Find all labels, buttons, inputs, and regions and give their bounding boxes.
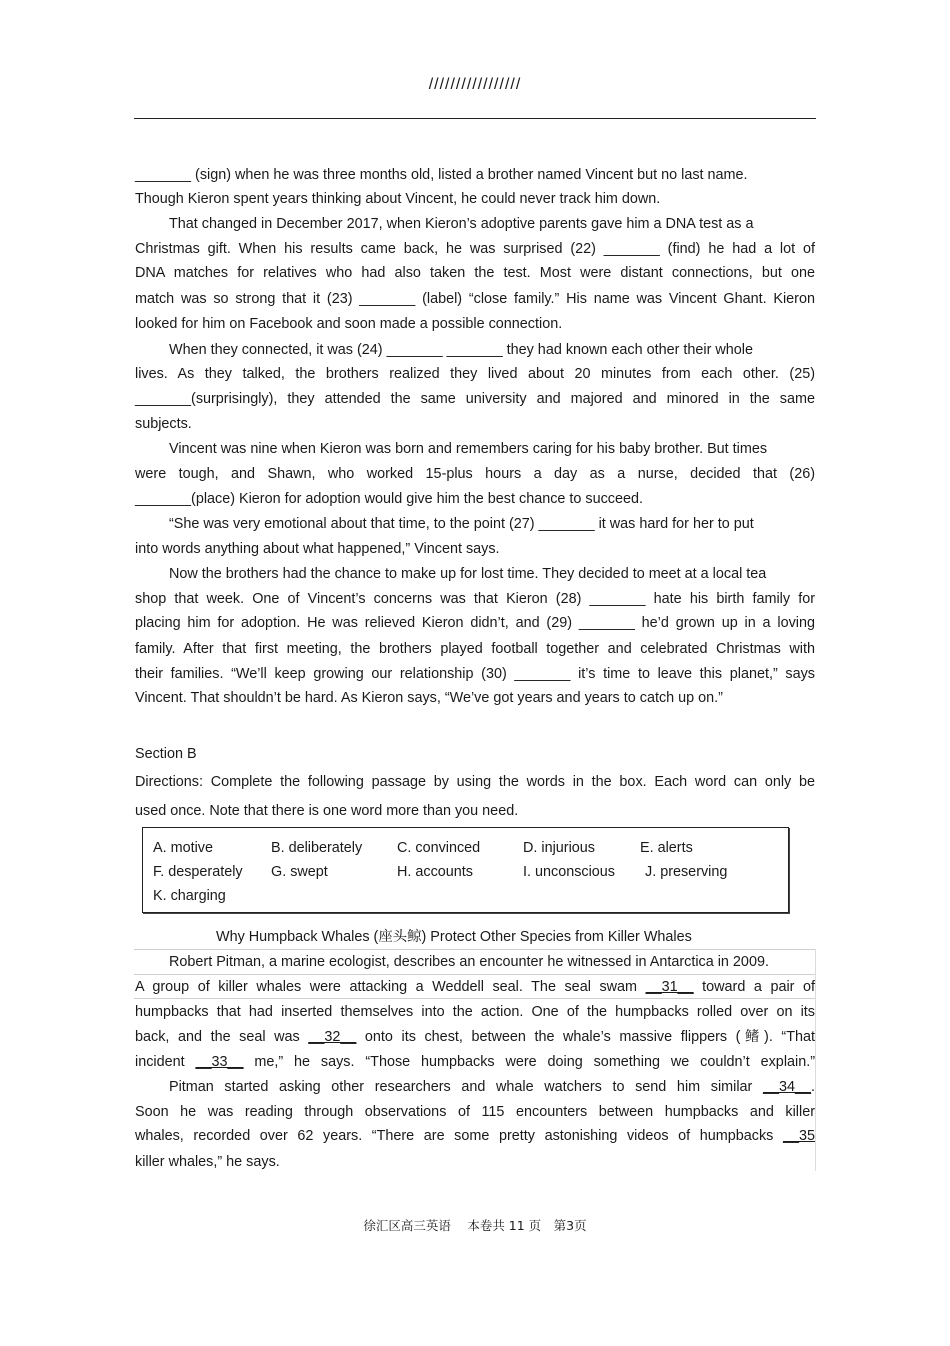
word-option: B. deliberately bbox=[271, 840, 363, 856]
passage-line: match was so strong that it (23) _______ (label) “close family.” His name was Vincent Ghant. Kieron bbox=[135, 291, 815, 307]
passage-line bbox=[135, 1003, 815, 1021]
passage-line: subjects. bbox=[135, 416, 192, 432]
divider bbox=[134, 998, 816, 999]
answer-blank[interactable]: __32__ bbox=[308, 1029, 357, 1045]
passage-line: _______(surprisingly), they attended the same university and majored and minored in the same bbox=[135, 391, 815, 407]
passage-line bbox=[135, 953, 815, 971]
passage-title: Why Humpback Whales (座头鲸) Protect Other Species from Killer Whales bbox=[216, 929, 692, 945]
line-text: killer whales,” he says. bbox=[135, 1154, 280, 1170]
passage-line: _______(place) Kieron for adoption would give him the best chance to succeed. bbox=[135, 491, 643, 507]
passage-line: “She was very emotional about that time, to the point (27) _______ it was hard for her to put bbox=[169, 516, 754, 532]
answer-blank[interactable]: __34__ bbox=[762, 1079, 811, 1095]
line-text: toward a pair of bbox=[693, 979, 816, 995]
line-text: whales, recorded over 62 years. “There are some pretty astonishing videos of humpbacks bbox=[135, 1128, 783, 1144]
header-rule bbox=[134, 118, 816, 119]
divider bbox=[134, 949, 816, 950]
passage-line: family. After that first meeting, the brothers played football together and celebrated Christmas with bbox=[135, 641, 815, 657]
directions-line-1: Directions: Complete the following passage by using the words in the box. Each word can only be bbox=[135, 774, 815, 790]
passage-line: When they connected, it was (24) _______ _______ they had known each other their whole bbox=[169, 342, 754, 358]
passage-line: into words anything about what happened,” Vincent says. bbox=[135, 541, 500, 557]
passage-line: Now the brothers had the chance to make up for lost time. They decided to meet at a local tea bbox=[169, 566, 767, 582]
page-footer: 徐汇区高三英语 本卷共 11 页 第3页 bbox=[363, 1218, 587, 1233]
line-text: Soon he was reading through observations of 115 encounters between humpbacks and killer bbox=[135, 1104, 815, 1120]
line-text: me,” he says. “Those humpbacks were doing something we couldn’t explain.” bbox=[243, 1054, 816, 1070]
passage-line: shop that week. One of Vincent’s concerns was that Kieron (28) _______ hate his birth family for bbox=[135, 591, 815, 607]
answer-blank[interactable]: __31__ bbox=[645, 979, 694, 995]
passage-line: Christmas gift. When his results came back, he was surprised (22) _______ (find) he had a lot of bbox=[135, 241, 815, 257]
passage-line: Though Kieron spent years thinking about Vincent, he could never track him down. bbox=[135, 191, 661, 207]
passage-line: looked for him on Facebook and soon made a possible connection. bbox=[135, 316, 563, 332]
passage-line bbox=[135, 1028, 815, 1046]
passage-line bbox=[135, 978, 815, 996]
line-text: back, and the seal was bbox=[135, 1029, 309, 1045]
line-text: incident bbox=[135, 1054, 196, 1070]
answer-blank[interactable]: __33__ bbox=[195, 1054, 244, 1070]
passage-line: placing him for adoption. He was relieved Kieron didn’t, and (29) _______ he’d grown up in a loving bbox=[135, 615, 815, 631]
answer-blank[interactable]: __35 bbox=[782, 1128, 815, 1144]
line-text: Robert Pitman, a marine ecologist, describes an encounter he witnessed in Antarctica in 2009. bbox=[169, 954, 769, 970]
line-text: A group of killer whales were attacking a Weddell seal. The seal swam bbox=[135, 979, 646, 995]
word-option: A. motive bbox=[153, 840, 213, 856]
line-text: onto its chest, between the whale’s massive flippers (鳍). “That bbox=[356, 1029, 815, 1045]
line-text: Pitman started asking other researchers and whale watchers to send him similar bbox=[169, 1079, 763, 1095]
word-option: I. unconscious bbox=[523, 864, 615, 880]
line-text: humpbacks that had inserted themselves into the action. One of the humpbacks rolled over on its bbox=[135, 1004, 815, 1020]
passage-line: That changed in December 2017, when Kieron’s adoptive parents gave him a DNA test as a bbox=[169, 216, 754, 232]
page-header: ///////////////// bbox=[428, 76, 522, 93]
directions-line-2: used once. Note that there is one word more than you need. bbox=[135, 803, 519, 819]
word-option: H. accounts bbox=[397, 864, 473, 880]
word-option: K. charging bbox=[153, 888, 226, 904]
passage-line: were tough, and Shawn, who worked 15-plus hours a day as a nurse, decided that (26) bbox=[135, 466, 815, 482]
word-option: F. desperately bbox=[153, 864, 243, 880]
passage-line: _______ (sign) when he was three months old, listed a brother named Vincent but no last name. bbox=[135, 167, 748, 183]
passage-line: their families. “We’ll keep growing our relationship (30) _______ it’s time to leave this planet,” says bbox=[135, 666, 815, 682]
line-text: . bbox=[811, 1079, 815, 1095]
passage-line bbox=[135, 1053, 815, 1071]
passage-line bbox=[135, 1078, 815, 1096]
passage-line: Vincent. That shouldn’t be hard. As Kieron says, “We’ve got years and years to catch up on.” bbox=[135, 690, 723, 706]
word-option: C. convinced bbox=[397, 840, 481, 856]
word-option: J. preserving bbox=[645, 864, 728, 880]
divider bbox=[815, 949, 816, 1171]
passage-line bbox=[135, 1153, 815, 1171]
passage-line bbox=[135, 1127, 815, 1145]
word-box bbox=[142, 827, 789, 913]
passage-line: Vincent was nine when Kieron was born and remembers caring for his baby brother. But times bbox=[169, 441, 768, 457]
passage-line bbox=[135, 1103, 815, 1121]
passage-line: DNA matches for relatives who had also taken the test. Most were distant connections, but one bbox=[135, 265, 815, 281]
word-option: G. swept bbox=[271, 864, 328, 880]
divider bbox=[134, 974, 816, 975]
word-option: E. alerts bbox=[640, 840, 693, 856]
section-b-heading: Section B bbox=[135, 746, 197, 762]
passage-line: lives. As they talked, the brothers realized they lived about 20 minutes from each other. (25) bbox=[135, 366, 815, 382]
word-option: D. injurious bbox=[523, 840, 595, 856]
